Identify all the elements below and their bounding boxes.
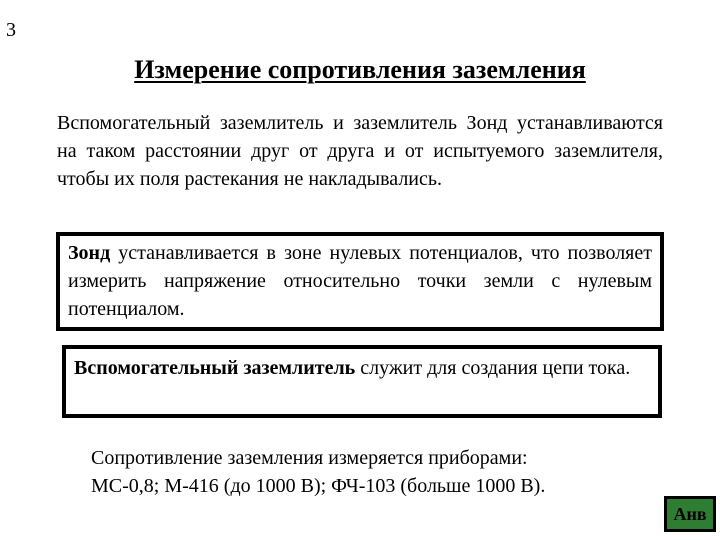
probe-term: Зонд	[68, 242, 111, 264]
auxiliary-electrode-box	[62, 345, 662, 418]
page-number: 3	[6, 19, 16, 41]
probe-definition-box	[56, 232, 664, 331]
instruments-line-2: МС-0,8; М-416 (до 1000 В); ФЧ-103 (больше 1000 В).	[91, 475, 546, 497]
slide-title: Измерение сопротивления заземления	[134, 55, 586, 84]
auxiliary-electrode-description: служит для создания цепи тока.	[355, 357, 631, 379]
instruments-line-1: Сопротивление заземления измеряется приборами:	[91, 447, 528, 469]
corner-nav-button[interactable]: Анв	[664, 496, 716, 532]
intro-paragraph: Вспомогательный заземлитель и заземлитель Зонд устанавливаются на таком расстоянии друг от друга и от испытуемого заземлителя, чтобы их поля растекания не накладывались.	[57, 112, 663, 190]
auxiliary-electrode-term: Вспомогательный заземлитель	[74, 357, 356, 379]
probe-description: устанавливается в зоне нулевых потенциалов, что позволяет измерить напряжение относительно точки земли с нулевым потенциалом.	[68, 242, 652, 320]
instruments-paragraph	[91, 444, 671, 500]
